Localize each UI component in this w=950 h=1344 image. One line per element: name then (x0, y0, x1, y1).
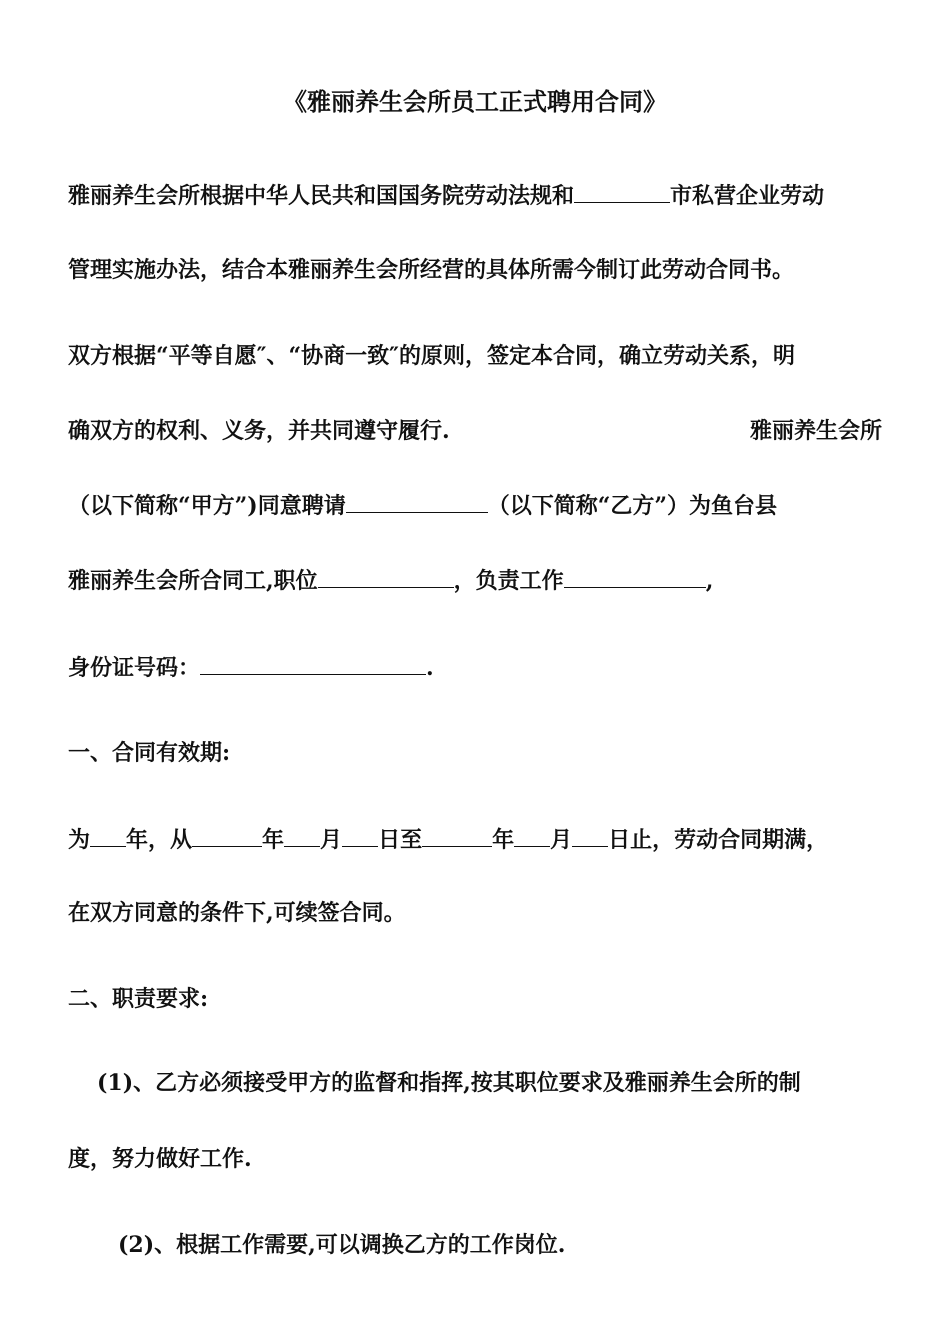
end-day-blank (572, 824, 608, 847)
intro-line-7 (68, 652, 882, 683)
intro-line-3: 双方根据“平等自愿″、“协商一致″的原则，签定本合同，确立劳动关系，明 (68, 343, 795, 369)
duty-item-2: (2)、根据工作需要,可以调换乙方的工作岗位. (118, 1232, 566, 1258)
start-year-blank (192, 824, 262, 847)
intro-text: 确双方的权利、义务，并共同遵守履行. (68, 418, 450, 444)
start-month-blank (284, 824, 320, 847)
company-name: 雅丽养生会所 (749, 418, 882, 444)
renewal-line: 在双方同意的条件下,可续签合同。 (68, 900, 406, 926)
intro-line-2: 管理实施办法，结合本雅丽养生会所经营的具体所需今制订此劳动合同书。 (68, 257, 795, 283)
term-text: 日止，劳动合同期满， (608, 827, 829, 853)
term-text: 年，从 (126, 827, 193, 853)
section1-heading: 一、合同有效期: (68, 740, 231, 766)
duty-item-1-cont: 度，努力做好工作. (68, 1146, 252, 1172)
position-blank (318, 565, 454, 588)
id-number-blank (200, 652, 426, 675)
intro-line-6 (68, 565, 882, 596)
end-year-blank (422, 824, 492, 847)
intro-text: （以下简称“甲方”)同意聘请 (68, 493, 346, 519)
term-text: 年 (492, 827, 515, 853)
duty-item-1: (1)、乙方必须接受甲方的监督和指挥,按其职位要求及雅丽养生会所的制 (97, 1070, 801, 1096)
section2-heading: 二、职责要求: (68, 986, 209, 1012)
intro-text: 雅丽养生会所合同工,职位 (68, 568, 318, 594)
term-text: 月 (320, 827, 343, 853)
term-text: 年 (262, 827, 285, 853)
city-blank (574, 180, 670, 203)
start-day-blank (342, 824, 378, 847)
intro-text: 雅丽养生会所根据中华人民共和国国务院劳动法规和 (68, 183, 575, 209)
intro-text: . (426, 655, 434, 681)
id-label: 身份证号码： (68, 655, 201, 681)
term-text: 日至 (378, 827, 423, 853)
intro-line-4 (68, 416, 882, 446)
intro-line-1 (68, 180, 882, 211)
term-text: 月 (550, 827, 573, 853)
intro-text: 市私营企业劳动 (670, 183, 825, 209)
term-line (68, 824, 882, 855)
intro-text: , (705, 568, 714, 594)
document-title: 《雅丽养生会所员工正式聘用合同》 (283, 87, 667, 116)
intro-text: （以下简称“乙方”）为鱼台县 (487, 493, 778, 519)
years-blank (90, 824, 126, 847)
intro-text: ，负责工作 (453, 568, 564, 594)
term-text: 为 (68, 827, 91, 853)
work-duty-blank (564, 565, 706, 588)
employee-name-blank (346, 490, 488, 513)
end-month-blank (514, 824, 550, 847)
intro-line-5 (68, 490, 882, 521)
